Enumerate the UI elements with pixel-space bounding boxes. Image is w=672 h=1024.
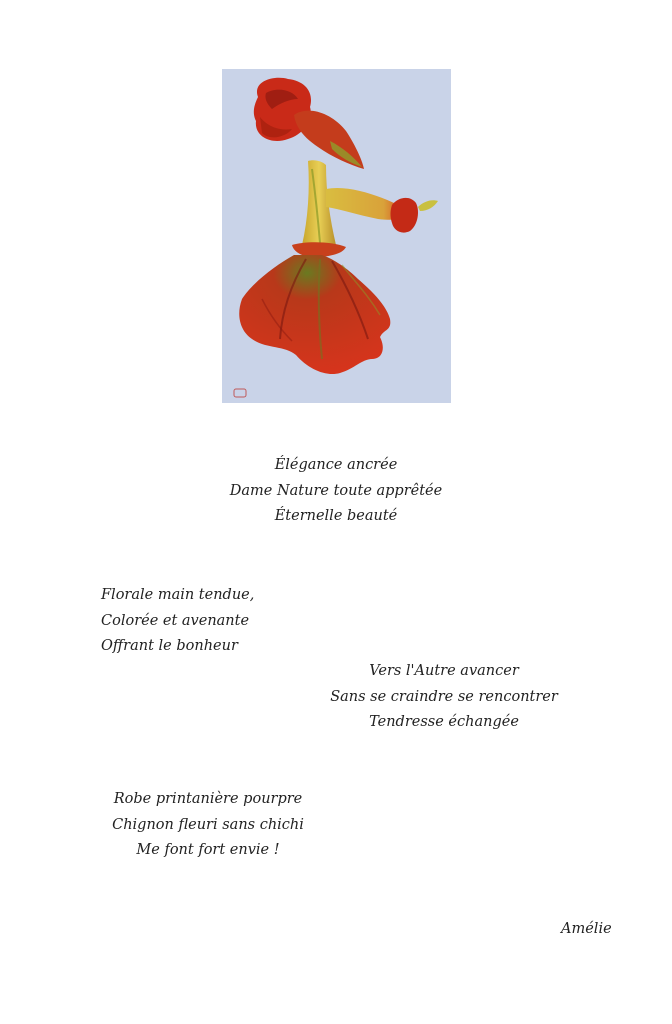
poem-line: Tendresse échangée: [369, 714, 519, 730]
poem-line: Éternelle beauté: [274, 508, 398, 524]
poem-line: Chignon fleuri sans chichi: [112, 816, 304, 833]
poem-line: Offrant le bonheur: [101, 638, 238, 654]
stanza-3: [330, 659, 558, 736]
author-signature: Amélie: [561, 921, 612, 937]
petal-artwork-photo: [222, 69, 451, 403]
poem-line: Élégance ancrée: [274, 457, 398, 473]
petal-lady-illustration: [222, 69, 451, 403]
poem-line: Dame Nature toute apprêtée: [229, 482, 443, 499]
stanza-2: [101, 583, 254, 660]
poem-line: Me font fort envie !: [136, 842, 280, 858]
poem-line: Sans se craindre se rencontrer: [330, 688, 558, 705]
poem-line: Florale main tendue,: [101, 587, 255, 603]
poem-line: Robe printanière pourpre: [113, 791, 303, 807]
poem-line: Vers l'Autre avancer: [369, 663, 519, 679]
poem-line: Colorée et avenante: [101, 612, 250, 629]
stanza-4: [108, 787, 308, 864]
stanza-1: [186, 453, 486, 530]
